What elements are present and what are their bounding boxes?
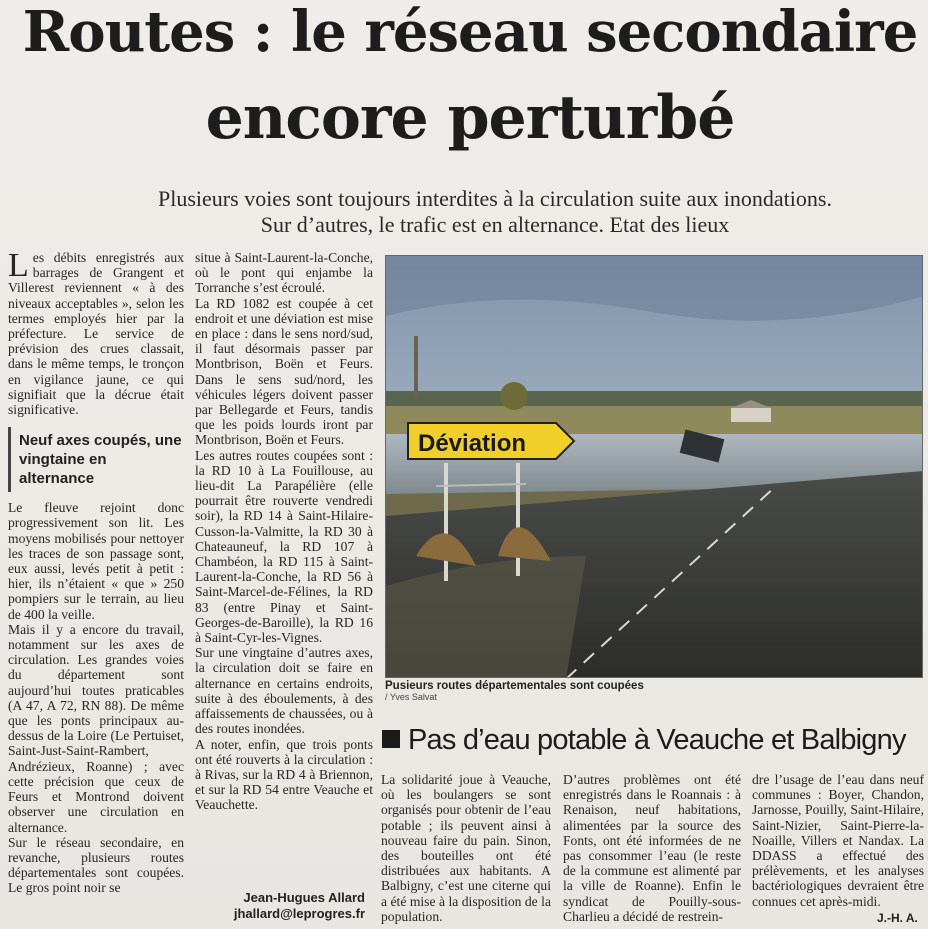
- article-column-2: [195, 250, 373, 813]
- deck-line-2: Sur d’autres, le trafic est en alternance. Etat des lieux: [260, 212, 730, 237]
- square-bullet-icon: [382, 730, 400, 748]
- headline-line-2: encore perturbé: [205, 83, 735, 153]
- article-column-1: [8, 247, 184, 896]
- article-paragraph-3: Mais il y a encore du travail, notamment sur les axes de circulation. Les grandes voies du département sont aujourd’hui toutes praticables (A 47, A 72, RN 88). De même que les ponts principaux au-dessus de la Loire (Le Pertuiset, Saint-Just-Saint-Rambert, Andrézieux, Roanne) ; avec cette précision que ceux de Feurs et Montrond doivent observer une circulation en alternance.: [8, 621, 184, 835]
- article-col2-paragraph-4: Sur une vingtaine d’autres axes, la circulation doit se faire en alternance en certains endroits, suite à des éboulements, à des affaissements de chaussées, ou à des routes inondées.: [195, 645, 373, 737]
- photo-credit: / Yves Salvat: [385, 692, 437, 702]
- section-2-column-2: D’autres problèmes ont été enregistrés dans le Roannais : à Renaison, neuf habitations, alimentées par la source des Fonts, ont été informées de ne pas consommer l’eau (le reste de la commune est alimenté par la ville de Roanne). Enfin le syndicat de Pouilly-sous-Charlieu a décidé de restrein-: [563, 772, 741, 924]
- headline-line-1: Routes : le réseau secondaire: [22, 0, 918, 65]
- article-col2-paragraph-2: La RD 1082 est coupée à cet endroit et une déviation est mise en place : dans le sens nord/sud, il faut désormais passer par Montbrison, Boën et Feurs. Dans le sens sud/nord, les véhicules légers doivent passer par Bellegarde et Feurs, tandis que les poids lourds iront par Montbrison, Boën et Feurs.: [195, 295, 373, 448]
- flooded-road-photo: [385, 255, 923, 678]
- drop-cap: L: [8, 247, 29, 284]
- section-2-column-3: dre l’usage de l’eau dans neuf communes : Boyer, Chandon, Jarnosse, Pouilly, Saint-Hilaire, Saint-Nizier, Saint-Pierre-la-Noaille, Villers et Nandax. La DDASS a effectué des prélèvements, et les analyses bactériologiques devraient être connues cet après-midi.: [752, 772, 924, 909]
- byline: [190, 890, 365, 922]
- author-signature: J.-H. A.: [877, 911, 918, 925]
- article-col2-paragraph-1: situe à Saint-Laurent-la-Conche, où le pont qui enjambe la Torranche s’est écroulé.: [195, 250, 373, 296]
- article-subhead: Neuf axes coupés, une vingtaine en alternance: [8, 427, 184, 492]
- article-paragraph-2: Le fleuve rejoint donc progressivement son lit. Les moyens mobilisés pour nettoyer les traces de son passage sont, eux aussi, levés petit à petit : hier, ils n’étaient « que » 250 pompiers sur le terrain, au lieu de 400 la veille.: [8, 500, 184, 622]
- section-2-column-1: La solidarité joue à Veauche, où les boulangers se sont organisés pour obtenir de l’eau potable ; ils peuvent ainsi à nouveau faire du pain. Sinon, des bouteilles ont été distribuées aux habitants. A Balbigny, c’est une citerne qui a été mise à la disposition de la population.: [381, 772, 551, 924]
- article-paragraph-1: Les débits enregistrés aux barrages de Grangent et Villerest reviennent « à des niveaux acceptables », selon les termes employés hier par la préfecture. Le service de prévision des crues classait, dans le même temps, le tronçon en vigilance jaune, ce qui signifiait que la décrue était significative.: [8, 247, 184, 418]
- photo-caption: Pusieurs routes départementales sont coupées: [385, 680, 644, 692]
- byline-email: jhallard@leprogres.fr: [233, 906, 365, 921]
- article-col2-paragraph-3: Les autres routes coupées sont : la RD 10 à La Fouillouse, au lieu-dit La Parapélière (elle pourrait être rouverte vendredi soir), la RD 14 à Saint-Hilaire-Cusson-la-Valmitte, la RD 30 à Chateauneuf, la RD 107 à Chambéon, la RD 115 à Saint-Laurent-la-Conche, la RD 56 à Saint-Marcel-de-Félines, la RD 83 (entre Pinay et Saint-Georges-de-Baroille), la RD 16 à Saint-Cyr-les-Vignes.: [195, 447, 373, 646]
- article-col2-paragraph-5: A noter, enfin, que trois ponts ont été rouverts à la circulation : à Rivas, sur la RD 4 à Briennon, et sur la RD 54 entre Veauche et Veauchette.: [195, 736, 373, 813]
- deviation-sign-text: Déviation: [418, 430, 527, 457]
- photo-illustration: [386, 256, 923, 678]
- section-2-title: Pas d’eau potable à Veauche et Balbigny: [382, 722, 927, 758]
- byline-name: Jean-Hugues Allard: [243, 890, 365, 905]
- article-paragraph-4: Sur le réseau secondaire, en revanche, plusieurs routes départementales sont coupées. Le gros point noir se: [8, 834, 184, 896]
- deck-line-1: Plusieurs voies sont toujours interdites à la circulation suite aux inondations.: [158, 186, 832, 211]
